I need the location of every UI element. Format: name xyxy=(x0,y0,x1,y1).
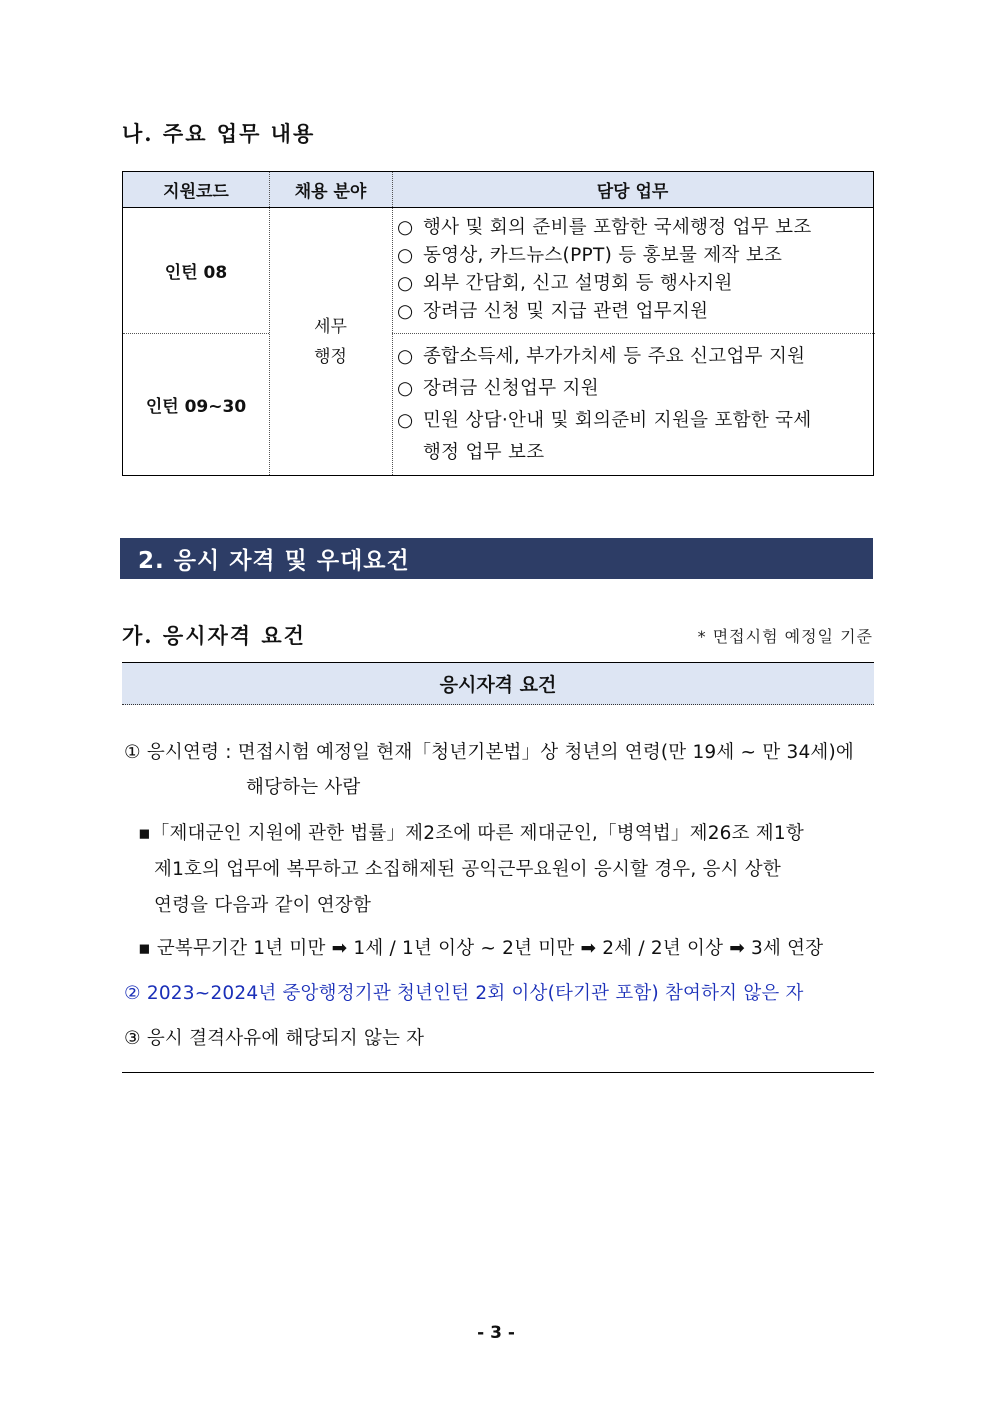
section-divider xyxy=(122,1072,874,1073)
duty-item: ○ 종합소득세, 부가가치세 등 주요 신고업무 지원 xyxy=(397,346,806,367)
table-header-field: 채용 분야 xyxy=(269,172,392,208)
veteran-extension-note: ▪「제대군인 지원에 관한 법률」제2조에 따른 제대군인,「병역법」제26조 제1항 xyxy=(138,823,804,844)
table-header-code: 지원코드 xyxy=(123,172,269,208)
veteran-extension-note-continuation: 제1호의 업무에 복무하고 소집해제된 공익근무요원이 응시할 경우, 응시 상한 xyxy=(154,859,781,880)
veteran-extension-note-continuation: 연령을 다음과 같이 연장함 xyxy=(154,895,372,916)
circle-bullet-icon: ○ xyxy=(397,346,414,367)
requirements-header: 응시자격 요건 xyxy=(122,662,874,705)
duty-item: ○ 동영상, 카드뉴스(PPT) 등 홍보물 제작 보조 xyxy=(397,245,783,266)
code-cell-intern-09-30: 인턴 09~30 xyxy=(145,397,247,417)
circle-bullet-icon: ○ xyxy=(397,410,414,431)
requirement-no-disqualification: ③ 응시 결격사유에 해당되지 않는 자 xyxy=(124,1028,425,1049)
circle-bullet-icon: ○ xyxy=(397,217,414,238)
service-period-extension: ▪ 군복무기간 1년 미만 ➡ 1세 / 1년 이상 ~ 2년 미만 ➡ 2세 / 2년 이상 ➡ 3세 연장 xyxy=(138,938,824,959)
duty-table xyxy=(122,171,874,476)
circle-bullet-icon: ○ xyxy=(397,378,414,399)
duty-list-intern-09-30 xyxy=(397,334,873,475)
circle-bullet-icon: ○ xyxy=(397,301,414,322)
requirement-age: ① 응시연령 : 면접시험 예정일 현재「청년기본법」상 청년의 연령(만 19세 ~ 만 34세)에 xyxy=(124,742,854,763)
duty-item-continuation: 행정 업무 보조 xyxy=(423,442,545,463)
duty-item: ○ 행사 및 회의 준비를 포함한 국세행정 업무 보조 xyxy=(397,217,812,238)
field-cell xyxy=(269,208,392,475)
duty-item: ○ 장려금 신청 및 지급 관련 업무지원 xyxy=(397,301,709,322)
code-cell-intern-08: 인턴 08 xyxy=(164,263,228,283)
table-header-duties: 담당 업무 xyxy=(392,172,873,208)
page-number: - 3 - xyxy=(477,1323,515,1343)
section-title-duties: 나. 주요 업무 내용 xyxy=(122,121,316,146)
circle-bullet-icon: ○ xyxy=(397,273,414,294)
section-banner: 2. 응시 자격 및 우대요건 xyxy=(120,538,873,579)
circle-bullet-icon: ○ xyxy=(397,245,414,266)
duty-item: ○ 민원 상담·안내 및 회의준비 지원을 포함한 국세 xyxy=(397,410,812,431)
section-title-requirements: 가. 응시자격 요건 xyxy=(122,623,306,648)
duty-list-intern-08 xyxy=(397,172,873,333)
duty-item: ○ 외부 간담회, 신고 설명회 등 행사지원 xyxy=(397,273,733,294)
reference-date-note: * 면접시험 예정일 기준 xyxy=(697,627,873,646)
field-label-line2: 행정 xyxy=(314,346,347,367)
table-divider xyxy=(392,172,393,475)
duty-item: ○ 장려금 신청업무 지원 xyxy=(397,378,599,399)
requirement-no-prior-participation: ② 2023~2024년 중앙행정기관 청년인턴 2회 이상(타기관 포함) 참여하지 않은 자 xyxy=(124,983,804,1004)
requirement-age-continuation: 해당하는 사람 xyxy=(246,777,361,798)
field-label-line1: 세무 xyxy=(314,316,347,337)
